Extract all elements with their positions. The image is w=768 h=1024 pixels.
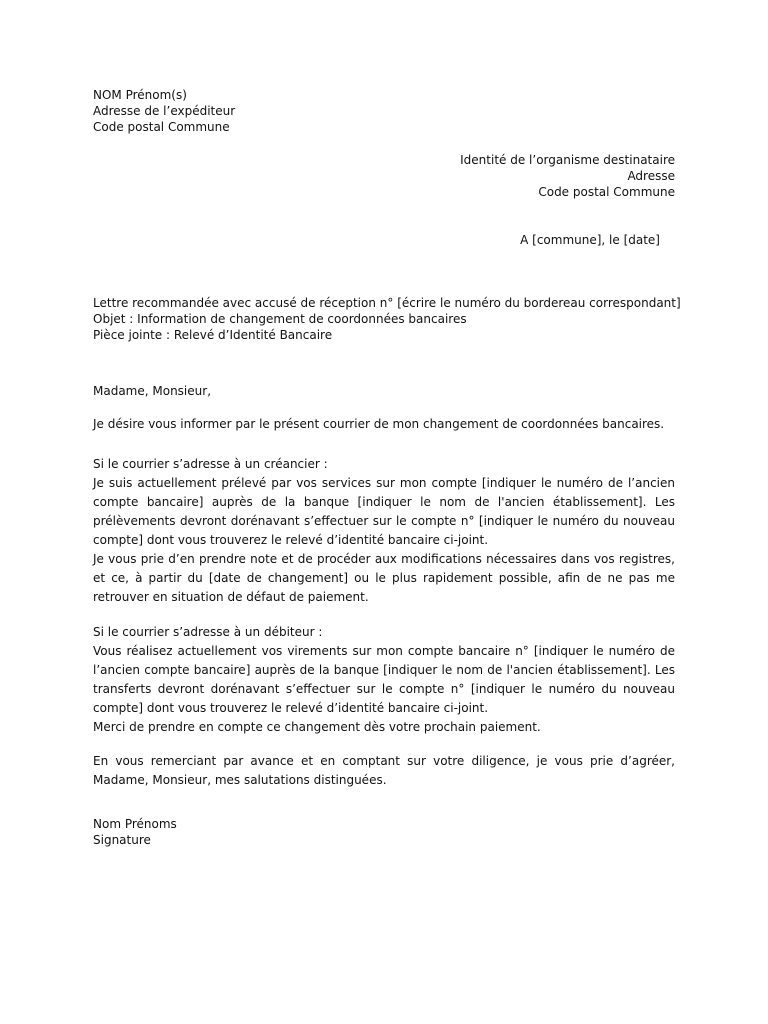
date-text: A [commune], le [date] — [520, 233, 660, 247]
signature-name: Nom Prénoms — [93, 817, 177, 831]
object-line: Objet : Information de changement de coordonnées bancaires — [93, 312, 467, 326]
sender-name: NOM Prénom(s) — [93, 88, 187, 102]
sender-address: Adresse de l’expéditeur — [93, 104, 236, 118]
recipient-city: Code postal Commune — [538, 185, 675, 199]
creancier-heading: Si le courrier s’adresse à un créancier : — [93, 457, 328, 471]
salutation-text: Madame, Monsieur, — [93, 384, 212, 398]
signature-block — [93, 816, 675, 848]
debiteur-heading: Si le courrier s’adresse à un débiteur : — [93, 625, 323, 639]
attachment-line: Pièce jointe : Relevé d’Identité Bancaire — [93, 328, 333, 342]
closing-paragraph — [93, 752, 675, 790]
date-line — [93, 232, 660, 248]
creancier-paragraph-2: Je vous prie d’en prendre note et de procéder aux modifications nécessaires dans vos registres, et ce, à partir du [date de changement] ou le plus rapidement possible, afin de ne pas me retrouver en situation de défaut de paiement. — [93, 552, 675, 604]
creancier-paragraph-1: Je suis actuellement prélevé par vos services sur mon compte [indiquer le numéro de l’ancien compte bancaire] auprès de la banque [indiquer le nom de l'ancien établissement]. Les prélèvements devront dorénavant s’effectuer sur le compte n° [indiquer le numéro du nouveau compte] dont vous trouverez le relevé d’identité bancaire ci-joint. — [93, 476, 675, 547]
recipient-address: Adresse — [627, 169, 675, 183]
debiteur-paragraph-2: Merci de prendre en compte ce changement dès votre prochain paiement. — [93, 720, 541, 734]
recipient-block — [93, 152, 675, 200]
sender-block — [93, 87, 675, 135]
registered-mail-line: Lettre recommandée avec accusé de réception n° [écrire le numéro du bordereau correspondant] — [93, 296, 681, 310]
creancier-section — [93, 455, 675, 607]
debiteur-section — [93, 623, 675, 737]
references-block — [93, 295, 681, 343]
closing-text: En vous remerciant par avance et en comptant sur votre diligence, je vous prie d’agréer, Madame, Monsieur, mes salutations distinguées. — [93, 754, 675, 787]
intro-text: Je désire vous informer par le présent courrier de mon changement de coordonnées bancaires. — [93, 417, 665, 431]
salutation — [93, 383, 675, 399]
sender-city: Code postal Commune — [93, 120, 230, 134]
debiteur-paragraph-1: Vous réalisez actuellement vos virements sur mon compte bancaire n° [indiquer le numéro de l’ancien compte bancaire] auprès de la banque [indiquer le nom de l'ancien établissement]. Les transferts devront dorénavant s’effectuer sur le compte n° [indiquer le numéro du nouveau compte] dont vous trouverez le relevé d’identité bancaire ci-joint. — [93, 644, 675, 715]
recipient-org: Identité de l’organisme destinataire — [460, 153, 675, 167]
intro-paragraph — [93, 416, 675, 432]
signature-label: Signature — [93, 833, 151, 847]
